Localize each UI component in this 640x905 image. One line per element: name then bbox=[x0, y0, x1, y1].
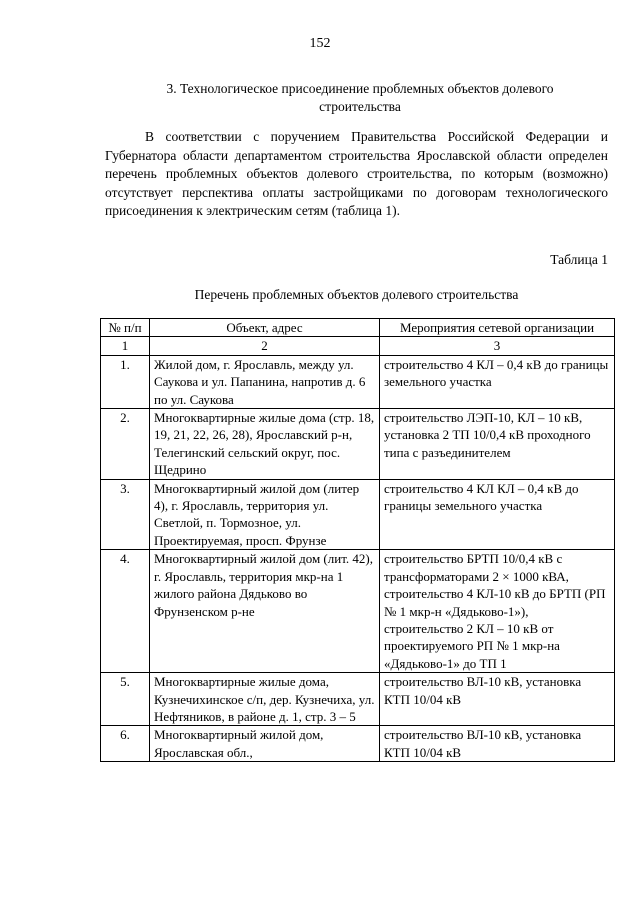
object-address: Многоквартирные жилые дома, Кузнечихинское с/п, дер. Кузнечиха, ул. Нефтяников, в районе д. 1, стр. 3 – 5 bbox=[150, 673, 380, 726]
object-address: Многоквартирный жилой дом (литер 4), г. Ярославль, территория ул. Светлой, п. Тормозное, ул. Проектируемая, просп. Фрунзе bbox=[150, 479, 380, 550]
table-row bbox=[101, 409, 615, 480]
object-address: Многоквартирный жилой дом (лит. 42), г. Ярославль, территория мкр-на 1 жилого района Дядьково во Фрунзенском р-не bbox=[150, 550, 380, 673]
table-row bbox=[101, 550, 615, 673]
table-row bbox=[101, 355, 615, 408]
object-address: Многоквартирный жилой дом, Ярославская обл., bbox=[150, 726, 380, 762]
column-number: 2 bbox=[150, 337, 380, 355]
header-number: № п/п bbox=[101, 319, 150, 337]
header-object: Объект, адрес bbox=[150, 319, 380, 337]
row-number: 5. bbox=[101, 673, 150, 726]
header-measures: Мероприятия сетевой организации bbox=[380, 319, 615, 337]
object-address: Многоквартирные жилые дома (стр. 18, 19, 21, 22, 26, 28), Ярославский р-н, Телегинский сельский округ, пос. Щедрино bbox=[150, 409, 380, 480]
column-number: 1 bbox=[101, 337, 150, 355]
column-number: 3 bbox=[380, 337, 615, 355]
table-caption: Перечень проблемных объектов долевого строительства bbox=[194, 287, 519, 302]
table-row bbox=[101, 726, 615, 762]
table-row bbox=[101, 479, 615, 550]
row-number: 4. bbox=[101, 550, 150, 673]
table-header-row bbox=[101, 319, 615, 337]
network-measures: строительство ВЛ-10 кВ, установка КТП 10/04 кВ bbox=[380, 673, 615, 726]
section-heading: 3. Технологическое присоединение проблемных объектов долевого строительства bbox=[166, 81, 554, 114]
row-number: 6. bbox=[101, 726, 150, 762]
table-number: Таблица 1 bbox=[550, 252, 608, 267]
network-measures: строительство БРТП 10/0,4 кВ с трансформаторами 2 × 1000 кВА, строительство 4 КЛ-10 кВ до БРТП (РП № 1 мкр-н «Дядьково-1»), строительство 2 КЛ – 10 кВ от проектируемого РП № 1 мкр-на «Дядьково-1» до ТП 1 bbox=[380, 550, 615, 673]
objects-table bbox=[100, 318, 615, 762]
row-number: 2. bbox=[101, 409, 150, 480]
page-number: 152 bbox=[309, 36, 331, 51]
network-measures: строительство 4 КЛ КЛ – 0,4 кВ до границы земельного участка bbox=[380, 479, 615, 550]
network-measures: строительство ЛЭП-10, КЛ – 10 кВ, установка 2 ТП 10/0,4 кВ проходного типа с разъединителем bbox=[380, 409, 615, 480]
column-number-row bbox=[101, 337, 615, 355]
network-measures: строительство ВЛ-10 кВ, установка КТП 10/04 кВ bbox=[380, 726, 615, 762]
row-number: 1. bbox=[101, 355, 150, 408]
row-number: 3. bbox=[101, 479, 150, 550]
network-measures: строительство 4 КЛ – 0,4 кВ до границы земельного участка bbox=[380, 355, 615, 408]
intro-paragraph: В соответствии с поручением Правительства Российской Федерации и Губернатора области департаментом строительства Ярославской области определен перечень проблемных объектов долевого строительства, по которым (возможно) отсутствует перспектива оплаты застройщиками по договорам технологического присоединения к электрическим сетям (таблица 1). bbox=[105, 129, 608, 219]
object-address: Жилой дом, г. Ярославль, между ул. Саукова и ул. Папанина, напротив д. 6 по ул. Саукова bbox=[150, 355, 380, 408]
table-row bbox=[101, 673, 615, 726]
